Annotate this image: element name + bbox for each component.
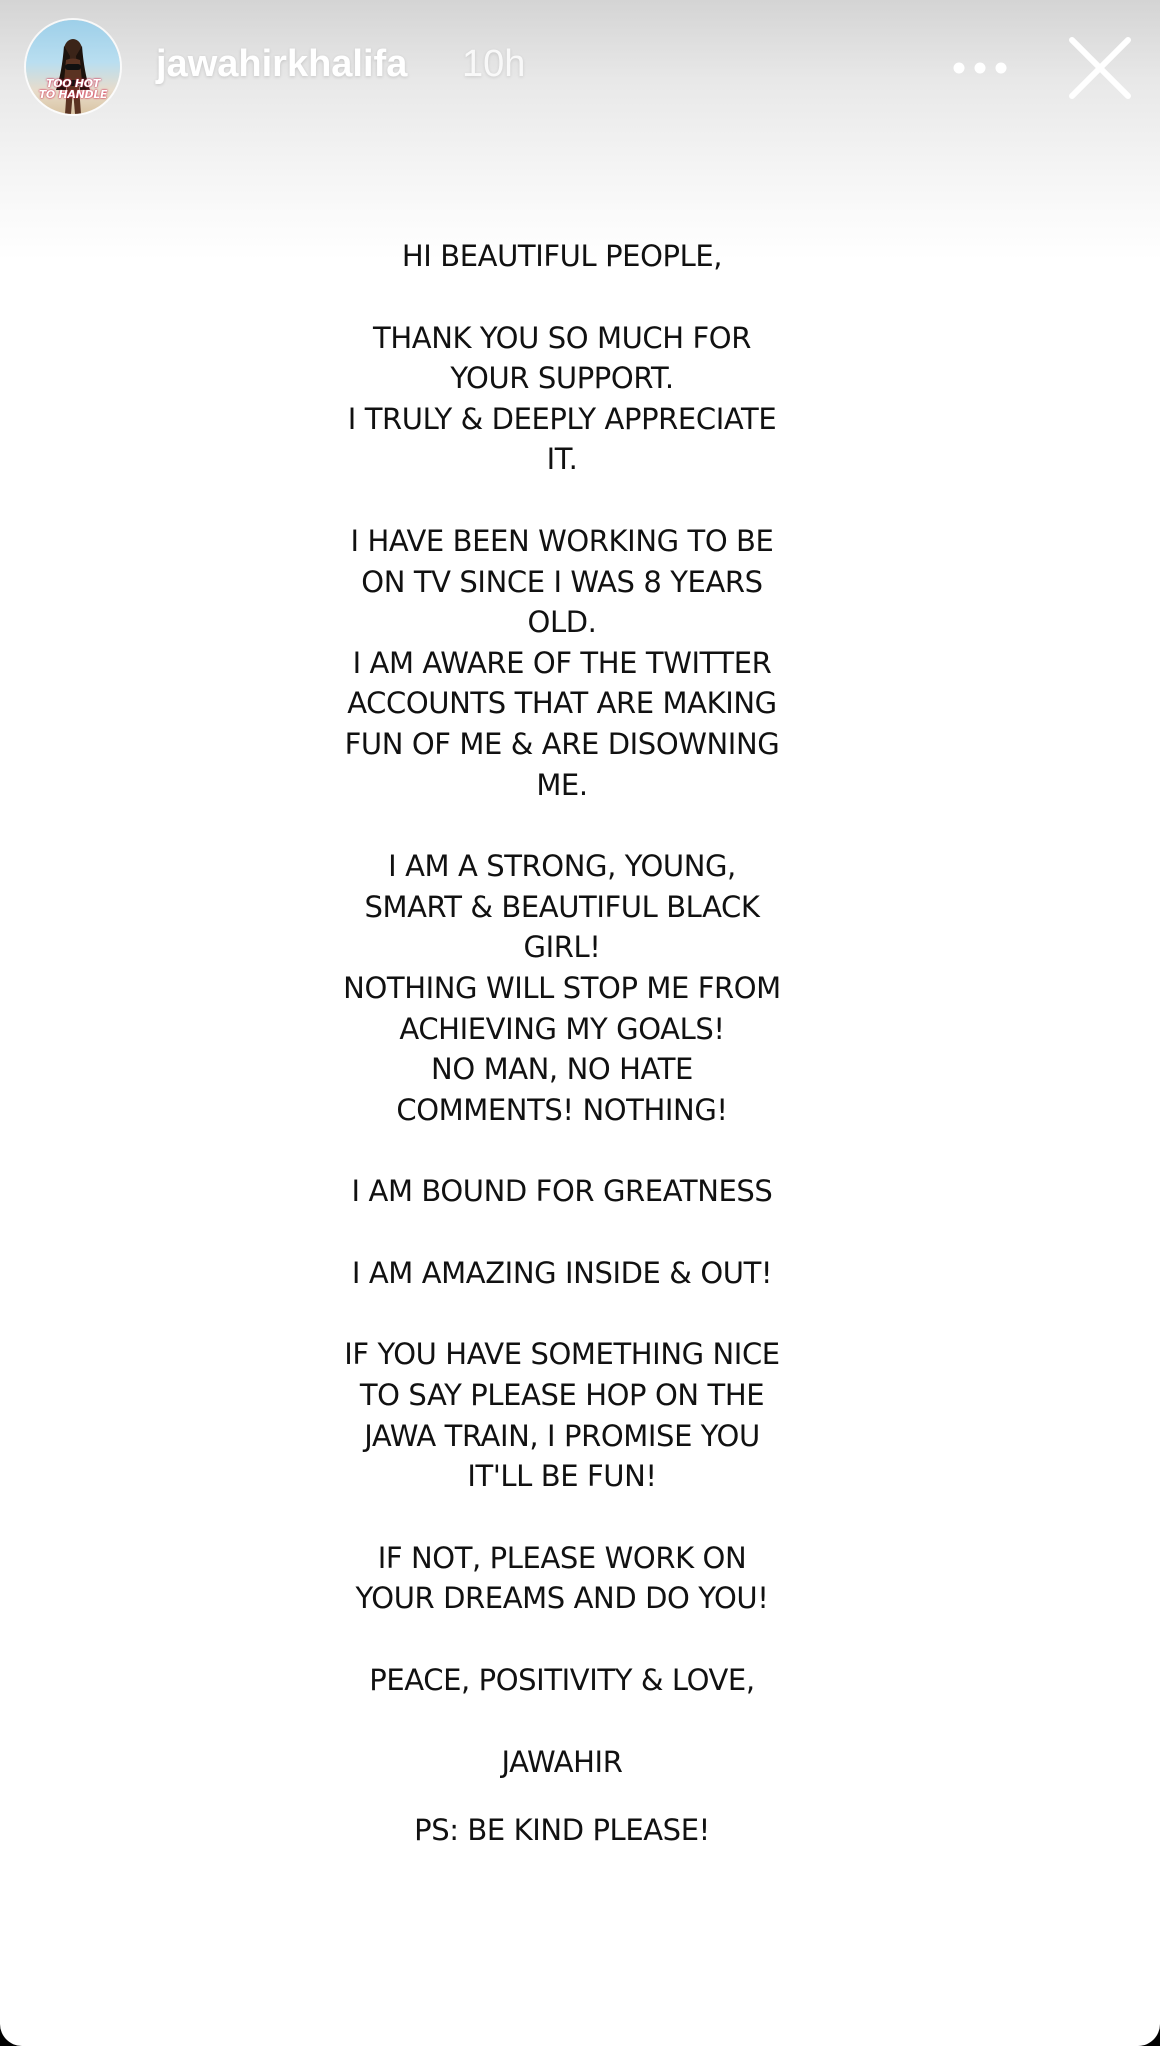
avatar[interactable] (26, 20, 120, 114)
message-paragraph (300, 1810, 824, 1851)
message-paragraph (300, 318, 824, 480)
message-paragraph (300, 1253, 824, 1294)
message-line: JAWA TRAIN, I PROMISE YOU (364, 1418, 760, 1453)
message-paragraph (300, 1334, 824, 1496)
message-paragraph (300, 1742, 824, 1783)
message-line: NOTHING WILL STOP ME FROM (343, 970, 781, 1005)
message-line: IT. (546, 442, 578, 477)
story-message (300, 236, 824, 1879)
message-line: PEACE, POSITIVITY & LOVE, (369, 1663, 755, 1698)
message-line: IF YOU HAVE SOMETHING NICE (344, 1337, 780, 1372)
message-paragraph (300, 1171, 824, 1212)
message-line: ME. (536, 767, 588, 802)
message-line: COMMENTS! NOTHING! (396, 1092, 728, 1127)
message-line: OLD. (527, 605, 597, 640)
avatar-text-line-2: TO HANDLE (38, 88, 108, 101)
message-line: JAWAHIR (501, 1744, 623, 1779)
message-line: GIRL! (523, 930, 601, 965)
message-line: IT'LL BE FUN! (467, 1459, 657, 1494)
story-username[interactable]: jawahirkhalifa (156, 43, 408, 85)
message-line: ON TV SINCE I WAS 8 YEARS (361, 564, 763, 599)
message-line: ACCOUNTS THAT ARE MAKING (347, 686, 777, 721)
close-icon (1064, 32, 1136, 104)
message-line: IF NOT, PLEASE WORK ON (377, 1540, 747, 1575)
message-line: NO MAN, NO HATE (431, 1052, 693, 1087)
story-header (0, 0, 1160, 135)
message-paragraph (300, 846, 824, 1130)
message-line: YOUR DREAMS AND DO YOU! (355, 1581, 769, 1616)
message-paragraph (300, 1660, 824, 1701)
story-timestamp: 10h (462, 43, 526, 85)
message-line: PS: BE KIND PLEASE! (414, 1813, 710, 1848)
message-line: I TRULY & DEEPLY APPRECIATE (347, 401, 777, 436)
message-line: HI BEAUTIFUL PEOPLE, (401, 239, 723, 273)
message-line: ACHIEVING MY GOALS! (399, 1011, 725, 1046)
message-paragraph (300, 1538, 824, 1619)
message-line: I AM AMAZING INSIDE & OUT! (351, 1255, 773, 1290)
message-line: I AM AWARE OF THE TWITTER (352, 645, 772, 680)
message-line: I AM BOUND FOR GREATNESS (351, 1174, 773, 1209)
avatar-text-line-1: TOO HOT (46, 77, 100, 90)
message-line: I HAVE BEEN WORKING TO BE (350, 523, 774, 558)
message-line: THANK YOU SO MUCH FOR (373, 320, 751, 355)
more-horizontal-icon (948, 46, 1012, 90)
more-options-button[interactable] (948, 46, 1012, 90)
message-line: FUN OF ME & ARE DISOWNING (344, 726, 780, 761)
message-paragraph (300, 236, 824, 277)
close-button[interactable] (1064, 32, 1136, 104)
message-line: YOUR SUPPORT. (450, 361, 674, 396)
message-line: TO SAY PLEASE HOP ON THE (359, 1378, 765, 1413)
message-line: I AM A STRONG, YOUNG, (388, 849, 736, 884)
message-paragraph (300, 521, 824, 805)
message-line: SMART & BEAUTIFUL BLACK (364, 889, 760, 924)
